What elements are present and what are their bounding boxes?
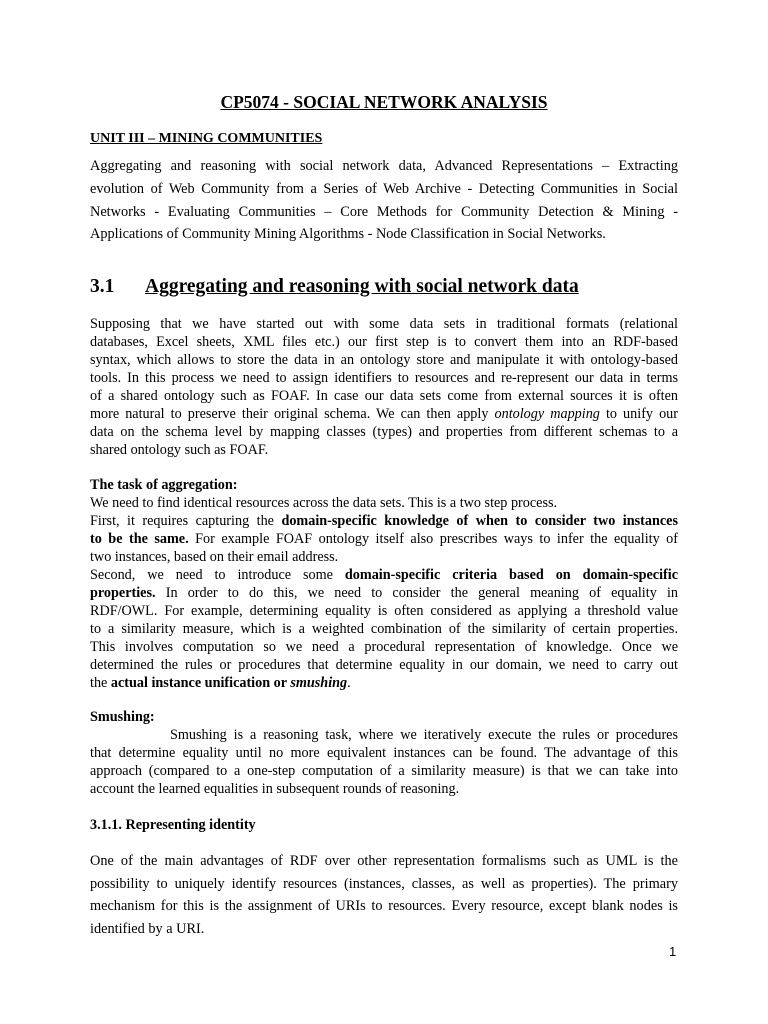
paragraph-line: of a shared ontology such as FOAF. In case our data sets come from external sources it is often xyxy=(90,388,678,404)
paragraph-line xyxy=(90,566,678,584)
page-number: 1 xyxy=(669,944,677,959)
section-intro-paragraph xyxy=(90,315,678,459)
paragraph-line xyxy=(90,674,678,692)
paragraph-line xyxy=(90,530,678,548)
text-run: First, it requires capturing the xyxy=(90,513,282,529)
paragraph-line xyxy=(90,584,678,602)
section-title: Aggregating and reasoning with social network data xyxy=(145,276,579,297)
paragraph-line: account the learned equalities in subsequent rounds of reasoning. xyxy=(90,781,460,797)
text-run: Second, we need to introduce some xyxy=(90,567,345,583)
unit-topics-paragraph xyxy=(90,155,678,246)
bold-run: to be the same. xyxy=(90,531,189,547)
paragraph-line: databases, Excel sheets, XML files etc.) our first step is to convert them into an RDF-based xyxy=(90,334,678,350)
paragraph-line: determined the rules or procedures that determine equality in our domain, we need to carry out xyxy=(90,657,678,673)
paragraph-line: that determine equality until no more equivalent instances can be found. The advantage of this xyxy=(90,745,678,761)
paragraph-line xyxy=(90,405,678,423)
paragraph-line: RDF/OWL. For example, determining equality is often considered as applying a threshold value xyxy=(90,603,678,619)
bold-italic-run xyxy=(290,675,347,691)
subsection-heading: 3.1.1. Representing identity xyxy=(90,817,256,833)
text-run: the xyxy=(90,675,111,691)
paragraph-line: possibility to uniquely identify resources (instances, classes, as well as properties). The primary xyxy=(90,875,678,892)
unit-heading: UNIT III – MINING COMMUNITIES xyxy=(90,131,323,146)
paragraph-line: Supposing that we have started out with some data sets in traditional formats (relational xyxy=(90,316,678,332)
paragraph-line: Aggregating and reasoning with social network data, Advanced Representations – Extracting xyxy=(90,158,678,174)
paragraph-line xyxy=(90,512,678,530)
document-title: CP5074 - SOCIAL NETWORK ANALYSIS xyxy=(220,92,548,112)
paragraph-line: Networks - Evaluating Communities – Core Methods for Community Detection & Mining - xyxy=(90,203,678,220)
bold-run: domain-specific criteria based on domain-specific xyxy=(344,567,679,583)
identity-paragraph xyxy=(90,850,678,940)
paragraph-line: identified by a URI. xyxy=(90,920,205,937)
text-run: For example FOAF ontology itself also prescribes ways to infer the equality of xyxy=(188,531,678,547)
paragraph-line: One of the main advantages of RDF over other representation formalisms such as UML is the xyxy=(90,853,678,869)
paragraph-line: Applications of Community Mining Algorithms - Node Classification in Social Networks. xyxy=(90,226,606,243)
paragraph-line: two instances, based on their email address. xyxy=(90,549,339,565)
smushing-heading: Smushing: xyxy=(90,709,155,725)
paragraph-line: evolution of Web Community from a Series of Web Archive - Detecting Communities in Social xyxy=(90,180,678,197)
text-run: to unify our xyxy=(599,406,678,422)
paragraph-line: shared ontology such as FOAF. xyxy=(90,442,269,458)
text-run: . xyxy=(347,675,351,691)
section-number: 3.1 xyxy=(90,276,115,297)
paragraph-line: data on the schema level by mapping classes (types) and properties from different schemas to a xyxy=(90,424,678,440)
bold-run: domain-specific knowledge of when to consider two instances xyxy=(281,513,678,529)
aggregation-paragraph xyxy=(90,476,678,692)
emphasis-smushing: smushing xyxy=(290,675,348,691)
text-run: more natural to preserve their original schema. We can then apply xyxy=(90,406,495,422)
paragraph-line: to a similarity measure, which is a weighted combination of the similarity of certain properties. xyxy=(90,621,678,637)
paragraph-line: approach (compared to a one-step computation of a similarity measure) is that we can take into xyxy=(90,763,678,779)
text-run: Smushing is a reasoning task, where we iteratively execute the rules or procedures xyxy=(170,727,678,743)
text-run: In order to do this, we need to consider the general meaning of equality in xyxy=(155,585,678,601)
aggregation-heading: The task of aggregation: xyxy=(90,477,238,493)
paragraph-line: We need to find identical resources across the data sets. This is a two step process. xyxy=(90,495,558,511)
bold-run: properties. xyxy=(90,585,156,601)
paragraph-line xyxy=(90,726,678,744)
bold-run: actual instance unification or xyxy=(110,675,291,691)
section-heading xyxy=(90,276,579,298)
emphasis-ontology-mapping: ontology mapping xyxy=(494,406,600,422)
paragraph-line: This involves computation so we need a procedural representation of knowledge. Once we xyxy=(90,639,678,655)
paragraph-line: tools. In this process we need to assign identifiers to resources and re-represent our data in terms xyxy=(90,370,678,386)
paragraph-line: mechanism for this is the assignment of URIs to resources. Every resource, except blank nodes is xyxy=(90,898,678,914)
paragraph-line: syntax, which allows to store the data in an ontology store and manipulate it with ontology-based xyxy=(90,352,678,368)
smushing-paragraph xyxy=(90,708,678,798)
